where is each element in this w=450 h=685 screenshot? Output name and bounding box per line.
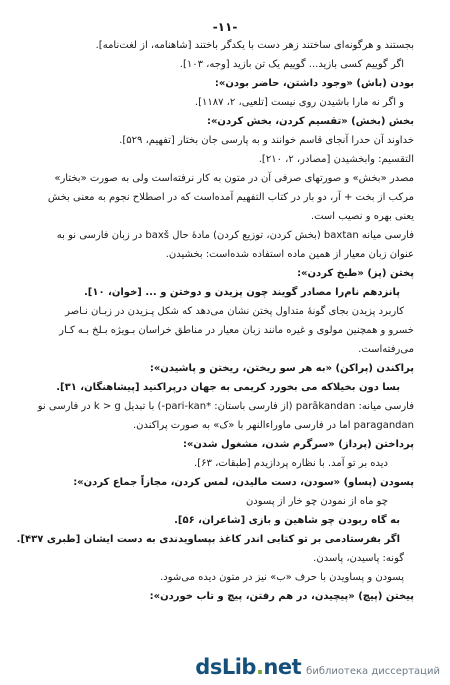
text-line: اگر گوییم کسی بازید... گوییم یک تن بازید [وجه، ۱۰۳]. (179, 59, 404, 70)
text-line: فارسی میانه baxtan (بخش کردن، توزیع کردن) مادهٔ حال baxš در زبان فارسی نو به (56, 230, 414, 241)
text-line: پسودن و پساویدن با حرف «ب» نیز در متون دیده می‌شود. (160, 572, 404, 583)
watermark-logo (195, 655, 301, 679)
logo-dot: . (255, 655, 264, 679)
page-number: -۱۱- (212, 20, 238, 34)
entry-heading: پسودن (پساو) «سودن، دست مالیدن، لمس کردن، مجازاً جماع کردن»: (73, 477, 414, 488)
text-line: paragandan اما در فارسی ماوراءالنهر با «ک» به صورت پراکندن. (133, 420, 414, 431)
text-body (16, 36, 414, 606)
text-line: می‌رفته‌است. (358, 344, 414, 355)
entry-heading: بخش (بخش) «تقسیم کردن، بخش کردن»: (206, 116, 414, 127)
entry-heading: پیختن (پیچ) «پیچیدن، در هم رفتن، پیچ و تاب خوردن»: (149, 591, 414, 602)
text-line: فارسی میانه: parākandan (از فارسی باستان: *pari-kan-) با تبدیل k > g در فارسی نو (37, 401, 414, 412)
text-line: اگر بفرستادمی بر تو کتابی اندر کاغذ بپساویدندی به دست ایشان [طبری ۴۳۷]. (16, 534, 400, 545)
text-line: خداوند آن حدرا آنجای قاسم خوانند و به پارسی جان بختار [تفهیم، ۵۲۹]. (119, 135, 414, 146)
logo-tld: net (263, 655, 302, 679)
entry-heading: پختن (پز) «طبخ کردن»: (297, 268, 414, 279)
entry-heading: پراکندن (پراکن) «به هر سو ریختن، ریختن و پاشیدن»: (149, 363, 414, 374)
text-line: خسرو و همچنین مولوی و غیره مانند زبان معیار در مناطق خراسان بـویژه بـلخ بـه کـار (59, 325, 414, 336)
logo-main: dsLib (195, 655, 256, 679)
text-line: به گاه ربودن چو شاهین و بازی [شاعران، ۵۶]. (174, 515, 400, 526)
text-line: گونه: پاسیدن، پاسدن. (313, 553, 404, 564)
text-line: پانزدهم نام‌را مصادر گویند چون پزیدن و دوختن و ... [خوان، ۱۰]. (83, 287, 400, 298)
text-line: چو ماه از نمودن چو خار از پسودن (245, 496, 388, 507)
text-line: یعنی بهره و نصیب است. (310, 211, 414, 222)
entry-heading: بودن (باش) «وجود داشتن، حاضر بودن»: (214, 78, 414, 89)
text-line: کاربرد پزیدن بجای گونهٔ متداول پختن نشان می‌دهد که شکل پـزیدن در زبـان نـاصر (65, 306, 404, 317)
text-line: بسا دون بخیلاکه می بخورد کریمی به جهان درپراکنید [پیشاهنگان، ۳۱]. (56, 382, 400, 393)
text-line: بجستند و هرگونه‌ای ساختند زهر دست با یکدگر باختند [شاهنامه، از لغت‌نامه]. (95, 40, 414, 51)
entry-heading: پرداختن (پرداز) «سرگرم شدن، مشغول شدن»: (182, 439, 414, 450)
text-line: عنوان زبان معیار از همین ماده استفاده شده‌است: بخشیدن. (165, 249, 414, 260)
text-line: دیده بر تو آمد. با نظاره پردازیدم [طبقات، ۶۳]. (194, 458, 388, 469)
text-line: مرکب از بخت + آر، دو بار در کتاب التفهیم آمده‌است که در اصطلاح نجوم به معنی بخش (47, 192, 414, 203)
text-line: و اگر نه مارا باشیدن روی نیست [تلعیی، ۲، ۱۱۸۷]. (194, 97, 404, 108)
watermark[interactable] (195, 655, 440, 679)
text-line: مصدر «بخش» و صورتهای صرفی آن در متون به کار نرفته‌است ولی به صورت «بختار» (54, 173, 414, 184)
watermark-caption: библиотека диссертаций (306, 666, 440, 677)
text-line: التقسیم: وابخشیدن [مصادر، ۲، ۲۱۰]. (258, 154, 414, 165)
